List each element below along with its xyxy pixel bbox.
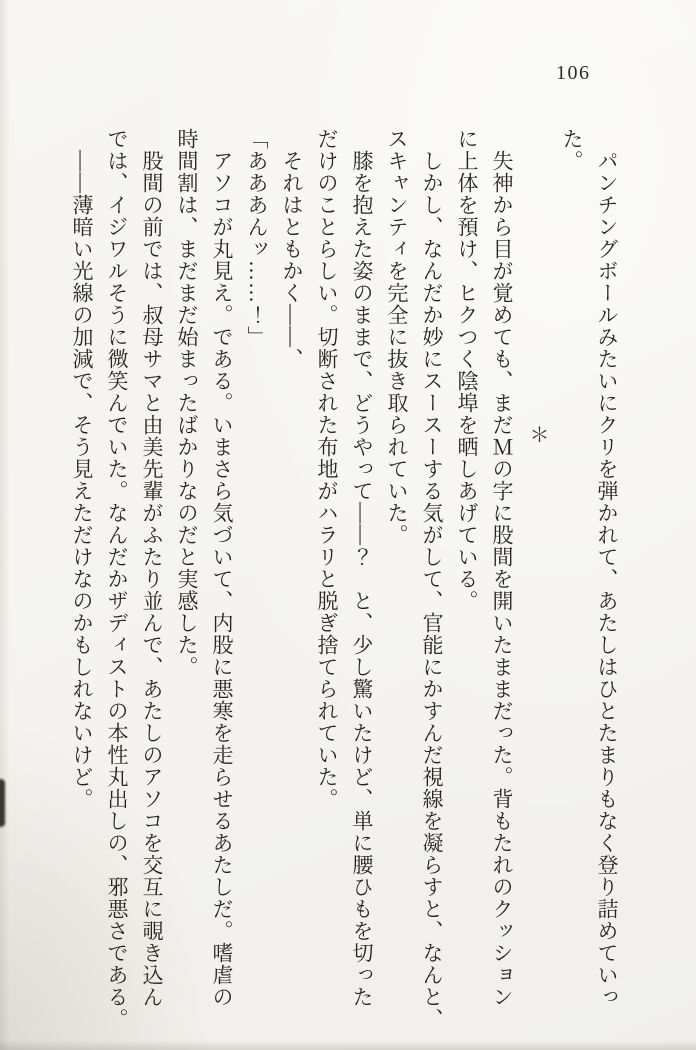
section-separator: ＊ xyxy=(526,424,548,445)
text-column: ――薄暗い光線の加減で、そう見えただけなのかもしれないけど。 xyxy=(70,128,94,810)
text-column: 失神から目が覚めても、まだＭの字に股間を開いたままだった。背もたれのクッション xyxy=(490,128,514,1008)
text-column: それはともかく――、 xyxy=(280,128,304,370)
text-column: だけのことらしい。切断された布地がハラリと脱ぎ捨てられていた。 xyxy=(315,128,339,810)
page-number: 106 xyxy=(556,62,591,84)
text-column: アソコが丸見え。である。いまさら気づいて、内股に悪寒を走らせるあたしだ。嗜虐の xyxy=(210,128,234,1008)
text-column: た。 xyxy=(560,128,584,172)
scan-edge-shade xyxy=(0,0,10,1050)
text-column: では、イジワルそうに微笑んでいた。なんだかザディストの本性丸出しの、邪悪さである。 xyxy=(105,128,129,1030)
text-column: 膝を抱えた姿のままで、どうやって――？ と、少し驚いたけど、単に腰ひもを切った xyxy=(350,128,374,1008)
scan-edge-shade xyxy=(0,1040,696,1050)
text-column: 股間の前では、叔母サマと由美先輩がふたり並んで、あたしのアソコを交互に覗き込ん xyxy=(140,128,164,1008)
vertical-text-block xyxy=(64,128,624,1036)
text-column: しかし、なんだか妙にスースーする気がして、官能にかすんだ視線を凝らすと、なんと、 xyxy=(420,128,444,1030)
text-column: 「あああんッ……！」 xyxy=(245,128,269,348)
text-column: 時間割は、まだまだ始まったばかりなのだと実感した。 xyxy=(175,128,199,678)
text-column: パンチングボールみたいにクリを弾かれて、あたしはひとたまりもなく登り詰めていっ xyxy=(595,128,619,1008)
text-column: スキャンティを完全に抜き取られていた。 xyxy=(385,128,409,546)
text-column: に上体を預け、ヒクつく陰埠を晒しあげている。 xyxy=(455,128,479,612)
